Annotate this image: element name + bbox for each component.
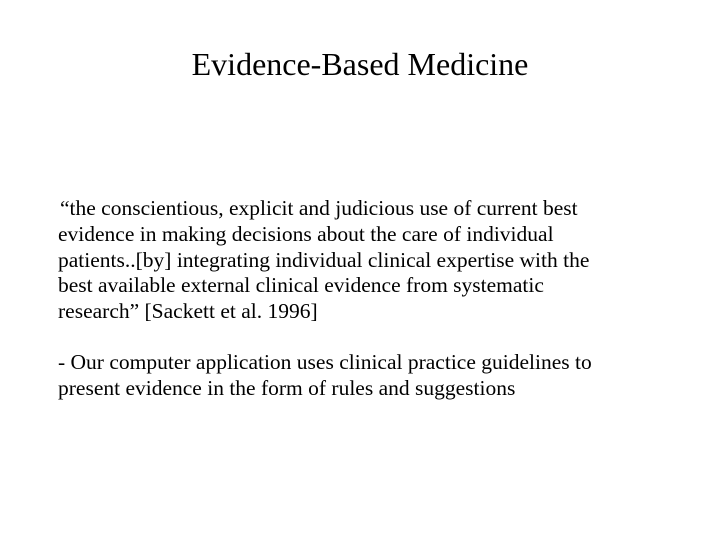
note-line-2: present evidence in the form of rules and suggestions: [58, 375, 516, 400]
quote-line-3: patients..[by] integrating individual clinical expertise with the: [58, 247, 590, 272]
quote-line-2: evidence in making decisions about the care of individual: [58, 221, 554, 246]
slide-title: Evidence-Based Medicine: [191, 46, 529, 82]
quote-line-4: best available external clinical evidence from systematic: [58, 273, 544, 298]
quote-line-1: “the conscientious, explicit and judicious use of current best: [60, 196, 578, 220]
application-note: [58, 350, 678, 402]
quote-line-5: research” [Sackett et al. 1996]: [58, 299, 318, 324]
definition-quote: [58, 196, 678, 325]
slide-body: [58, 196, 678, 402]
note-line-1: - Our computer application uses clinical practice guidelines to: [58, 349, 592, 374]
